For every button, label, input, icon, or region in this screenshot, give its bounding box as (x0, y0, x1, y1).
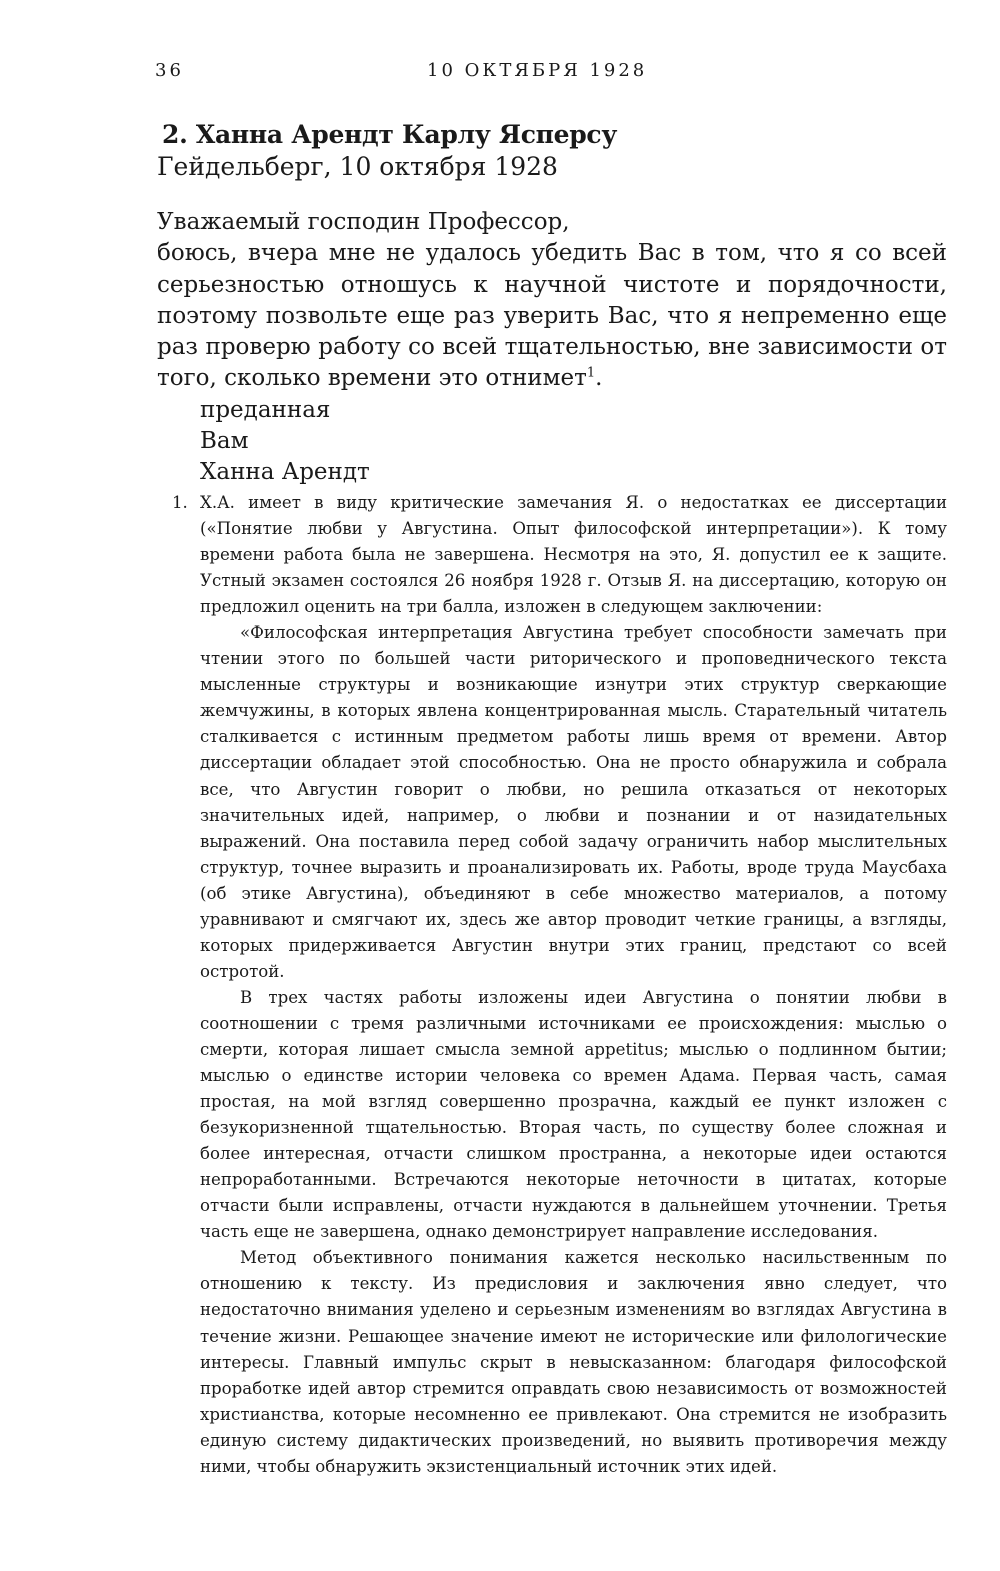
signature-name: Ханна Арендт (200, 458, 370, 485)
footnote-paragraph (172, 490, 947, 620)
letter-place-date: Гейдельберг, 10 октября 1928 (157, 152, 558, 181)
page-number: 36 (155, 60, 184, 81)
footnote-text: Х.А. имеет в виду критические замечания Я. о недостатках ее диссертации («Понятие любви у Августина. Опыт философской интерпретации»). К тому времени работа была не завершена. Несмотря на это, Я. допустил ее к защите. Устный экзамен состоялся 26 ноября 1928 г. Отзыв Я. на диссертацию, которую он предложил оценить на три балла, изложен в следующем заключении: (200, 493, 947, 617)
running-title: 10 ОКТЯБРЯ 1928 (427, 60, 648, 81)
letter-signature (157, 395, 947, 488)
running-head (155, 60, 955, 90)
footnote-paragraph: «Философская интерпретация Августина требует способности замечать при чтении этого по большей части риторического и проповеднического текста мысленные структуры и возникающие изнутри этих структур сверкающие жемчужины, в которых явлена концентрированная мысль. Старательный читатель сталкивается с истинным предметом работы лишь время от времени. Автор диссертации обладает этой способностью. Она не просто обнаружила и собрала все, что Августин говорит о любви, но решила отказаться от некоторых значительных идей, например, о любви и познании и от назидательных выражений. Она поставила перед собой задачу ограничить набор мыслительных структур, точнее выразить и проанализировать их. Работы, вроде труда Маусбаха (об этике Августина), объединяют в себе множество материалов, а потому уравнивают и смягчают их, здесь же автор проводит четкие границы, а взгляды, которых придерживается Августин внутри этих границ, предстают со всей остротой. (200, 623, 947, 981)
closing-line: преданная (200, 396, 331, 423)
footnote-marker: 1. (172, 493, 188, 512)
letter-text (157, 238, 947, 394)
footnote-paragraph: Метод объективного понимания кажется несколько насильственным по отношению к тексту. Из предисловия и заключения явно следует, что недостаточно внимания уделено и серьезным изменениям во взглядах Августина в течение жизни. Решающее значение имеют не исторические или филологические интересы. Главный импульс скрыт в невысказанном: благодаря философской проработке идей автор стремится оправдать свою независимость от возможностей христианства, которые несомненно ее привлекают. Она стремится не изобразить единую систему дидактических произведений, но выявить противоречия между ними, чтобы обнаружить экзистенциальный источник этих идей. (200, 1248, 947, 1476)
letter-title: 2. Ханна Арендт Карлу Ясперсу (162, 120, 618, 149)
footnotes (172, 490, 947, 1480)
closing-line: Вам (200, 427, 249, 454)
letter-salutation: Уважаемый господин Профессор, (157, 209, 570, 235)
letter-text-end: . (595, 365, 603, 392)
footnote-reference: 1 (586, 365, 596, 381)
letter-text-body: боюсь, вчера мне не удалось убедить Вас в том, что я со всей серьезностью отношусь к научной чистоте и порядочности, поэтому позвольте еще раз уверить Вас, что я непременно еще раз проверю работу со всей тщательностью, вне зависимости от того, сколько времени это отнимет (157, 240, 947, 392)
footnote-paragraph: В трех частях работы изложены идеи Августина о понятии любви в соотношении с тремя различными источниками ее происхождения: мыслью о смерти, которая лишает смысла земной appetitus; мыслью о подлинном бытии; мыслью о единстве истории человека со времен Адама. Первая часть, самая простая, на мой взгляд совершенно прозрачна, каждый ее пункт изложен с безукоризненной тщательностью. Вторая часть, по существу более сложная и более интересная, отчасти слишком пространна, а некоторые идеи остаются непроработанными. Встречаются некоторые неточности в цитатах, которые отчасти были исправлены, отчасти нуждаются в дальнейшем уточнении. Третья часть еще не завершена, однако демонстрирует направление исследования. (200, 987, 947, 1242)
letter-body (157, 207, 947, 488)
